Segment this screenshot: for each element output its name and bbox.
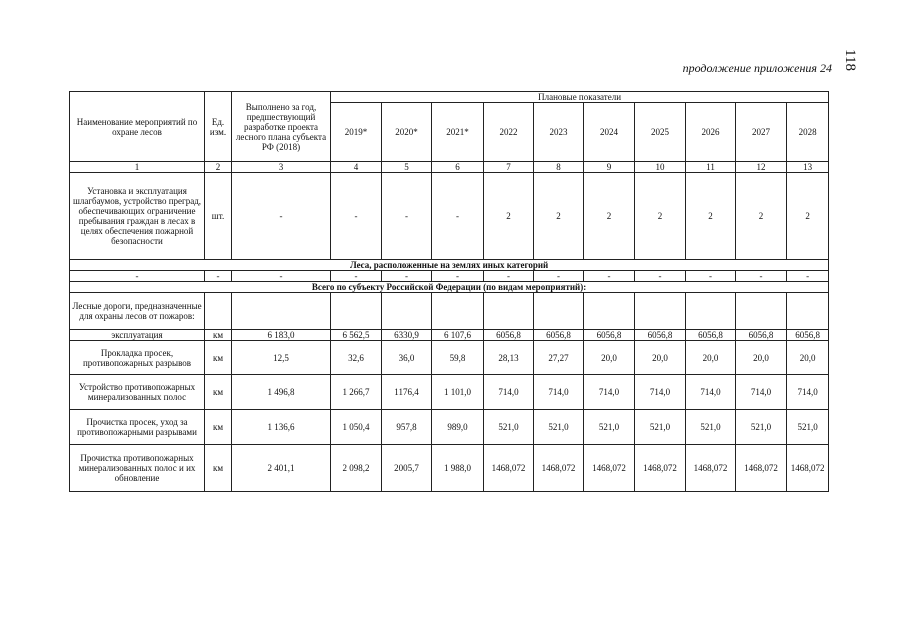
fire-protection-table (69, 91, 829, 492)
cell-value: - (686, 271, 736, 282)
row-name: эксплуатация (70, 330, 205, 341)
cell-value: - (584, 271, 635, 282)
cell-value: - (382, 173, 432, 260)
cell-value: 1 496,8 (232, 375, 331, 410)
table-row (70, 341, 829, 375)
header-row (70, 92, 829, 103)
cell-value: 1468,072 (534, 445, 584, 492)
row-unit: км (205, 445, 232, 492)
cell-value: 1176,4 (382, 375, 432, 410)
table-row (70, 445, 829, 492)
header-year: 2024 (584, 103, 635, 162)
cell-value: 12,5 (232, 341, 331, 375)
header-year: 2028 (787, 103, 829, 162)
cell-value: 1468,072 (686, 445, 736, 492)
section-other-lands: Леса, расположенные на землях иных категорий (70, 260, 829, 271)
cell-value: 20,0 (787, 341, 829, 375)
cell-value: 6 183,0 (232, 330, 331, 341)
cell-value: 6056,8 (787, 330, 829, 341)
row-unit: км (205, 330, 232, 341)
cell-value: - (331, 271, 382, 282)
cell-value: 1 988,0 (432, 445, 484, 492)
row-unit: км (205, 375, 232, 410)
cell-value: 6056,8 (686, 330, 736, 341)
column-number: 4 (331, 162, 382, 173)
cell-value: 36,0 (382, 341, 432, 375)
cell-value: 714,0 (686, 375, 736, 410)
cell-value: - (787, 271, 829, 282)
empty-cell (205, 293, 232, 330)
table-row (70, 375, 829, 410)
table-row (70, 330, 829, 341)
empty-cell (382, 293, 432, 330)
cell-value: 1468,072 (736, 445, 787, 492)
empty-cell (736, 293, 787, 330)
cell-value: 521,0 (736, 410, 787, 445)
cell-value: 714,0 (484, 375, 534, 410)
cell-value: 28,13 (484, 341, 534, 375)
cell-value: 2 (484, 173, 534, 260)
cell-value: 1468,072 (787, 445, 829, 492)
cell-value: 957,8 (382, 410, 432, 445)
cell-value: - (635, 271, 686, 282)
header-planned: Плановые показатели (331, 92, 829, 103)
cell-value: 521,0 (584, 410, 635, 445)
column-number: 8 (534, 162, 584, 173)
column-number: 12 (736, 162, 787, 173)
cell-value: - (534, 271, 584, 282)
cell-value: 20,0 (635, 341, 686, 375)
cell-value: 2 401,1 (232, 445, 331, 492)
header-year: 2026 (686, 103, 736, 162)
cell-value: 521,0 (686, 410, 736, 445)
cell-value: 1 101,0 (432, 375, 484, 410)
section-row (70, 282, 829, 293)
section-row (70, 260, 829, 271)
column-number: 10 (635, 162, 686, 173)
header-year: 2027 (736, 103, 787, 162)
cell-value: - (382, 271, 432, 282)
cell-value: 59,8 (432, 341, 484, 375)
cell-value: 989,0 (432, 410, 484, 445)
cell-value: 2 (534, 173, 584, 260)
cell-value: 2 (635, 173, 686, 260)
empty-cell (484, 293, 534, 330)
cell-value: 521,0 (787, 410, 829, 445)
table-row (70, 293, 829, 330)
cell-value: 521,0 (635, 410, 686, 445)
column-number: 7 (484, 162, 534, 173)
cell-value: - (432, 271, 484, 282)
cell-value: 1 136,6 (232, 410, 331, 445)
row-name: Лесные дороги, предназначенные для охраны лесов от пожаров: (70, 293, 205, 330)
cell-value: 20,0 (584, 341, 635, 375)
empty-cell (686, 293, 736, 330)
row-name: Прочистка противопожарных минерализованных полос и их обновление (70, 445, 205, 492)
cell-value: 1 050,4 (331, 410, 382, 445)
header-year: 2025 (635, 103, 686, 162)
header-unit: Ед. изм. (205, 92, 232, 162)
column-number: 13 (787, 162, 829, 173)
header-year: 2022 (484, 103, 534, 162)
header-year: 2023 (534, 103, 584, 162)
cell-value: - (736, 271, 787, 282)
header-year: 2019* (331, 103, 382, 162)
row-name: Устройство противопожарных минерализованных полос (70, 375, 205, 410)
column-number: 11 (686, 162, 736, 173)
cell-value: 2 (787, 173, 829, 260)
row-name: Прокладка просек, противопожарных разрывов (70, 341, 205, 375)
table-row (70, 271, 829, 282)
empty-cell (232, 293, 331, 330)
cell-value: 6056,8 (635, 330, 686, 341)
cell-value: 6 107,6 (432, 330, 484, 341)
empty-cell (331, 293, 382, 330)
cell-value: 20,0 (686, 341, 736, 375)
cell-value: 6330,9 (382, 330, 432, 341)
cell-value: 20,0 (736, 341, 787, 375)
cell-value: 1468,072 (584, 445, 635, 492)
cell-value: 1 266,7 (331, 375, 382, 410)
column-number: 9 (584, 162, 635, 173)
cell-value: 27,27 (534, 341, 584, 375)
row-name: Прочистка просек, уход за противопожарными разрывами (70, 410, 205, 445)
cell-value: - (70, 271, 205, 282)
header-name: Наименование мероприятий по охране лесов (70, 92, 205, 162)
cell-value: 714,0 (635, 375, 686, 410)
table-row (70, 173, 829, 260)
column-number: 6 (432, 162, 484, 173)
cell-value: 521,0 (484, 410, 534, 445)
cell-value: 714,0 (584, 375, 635, 410)
row-name: Установка и эксплуатация шлагбаумов, устройство преград, обеспечивающих ограничение пребывания граждан в лесах в целях обеспечения пожарной безопасности (70, 173, 205, 260)
cell-value: 2 (686, 173, 736, 260)
cell-value: 714,0 (787, 375, 829, 410)
cell-value: - (432, 173, 484, 260)
cell-value: 1468,072 (635, 445, 686, 492)
cell-value: 714,0 (534, 375, 584, 410)
cell-value: 1468,072 (484, 445, 534, 492)
cell-value: 2 (736, 173, 787, 260)
column-number: 1 (70, 162, 205, 173)
column-numbers-row (70, 162, 829, 173)
header-year: 2020* (382, 103, 432, 162)
cell-value: 2 (584, 173, 635, 260)
cell-value: - (205, 271, 232, 282)
empty-cell (432, 293, 484, 330)
row-unit: шт. (205, 173, 232, 260)
cell-value: - (232, 173, 331, 260)
section-total: Всего по субъекту Российской Федерации (по видам мероприятий): (70, 282, 829, 293)
empty-cell (584, 293, 635, 330)
column-number: 3 (232, 162, 331, 173)
empty-cell (534, 293, 584, 330)
header-done: Выполнено за год, предшествующий разработке проекта лесного плана субъекта РФ (2018) (232, 92, 331, 162)
row-unit: км (205, 410, 232, 445)
cell-value: 6056,8 (484, 330, 534, 341)
cell-value: 6056,8 (736, 330, 787, 341)
cell-value: 2 098,2 (331, 445, 382, 492)
empty-cell (787, 293, 829, 330)
column-number: 5 (382, 162, 432, 173)
cell-value: 6056,8 (584, 330, 635, 341)
cell-value: - (331, 173, 382, 260)
empty-cell (635, 293, 686, 330)
table-row (70, 410, 829, 445)
cell-value: 6 562,5 (331, 330, 382, 341)
appendix-continuation-title: продолжение приложения 24 (682, 61, 832, 75)
cell-value: 32,6 (331, 341, 382, 375)
cell-value: 6056,8 (534, 330, 584, 341)
page-number: 118 (842, 49, 858, 71)
cell-value: 2005,7 (382, 445, 432, 492)
cell-value: 521,0 (534, 410, 584, 445)
header-year: 2021* (432, 103, 484, 162)
row-unit: км (205, 341, 232, 375)
cell-value: - (484, 271, 534, 282)
cell-value: - (232, 271, 331, 282)
cell-value: 714,0 (736, 375, 787, 410)
column-number: 2 (205, 162, 232, 173)
